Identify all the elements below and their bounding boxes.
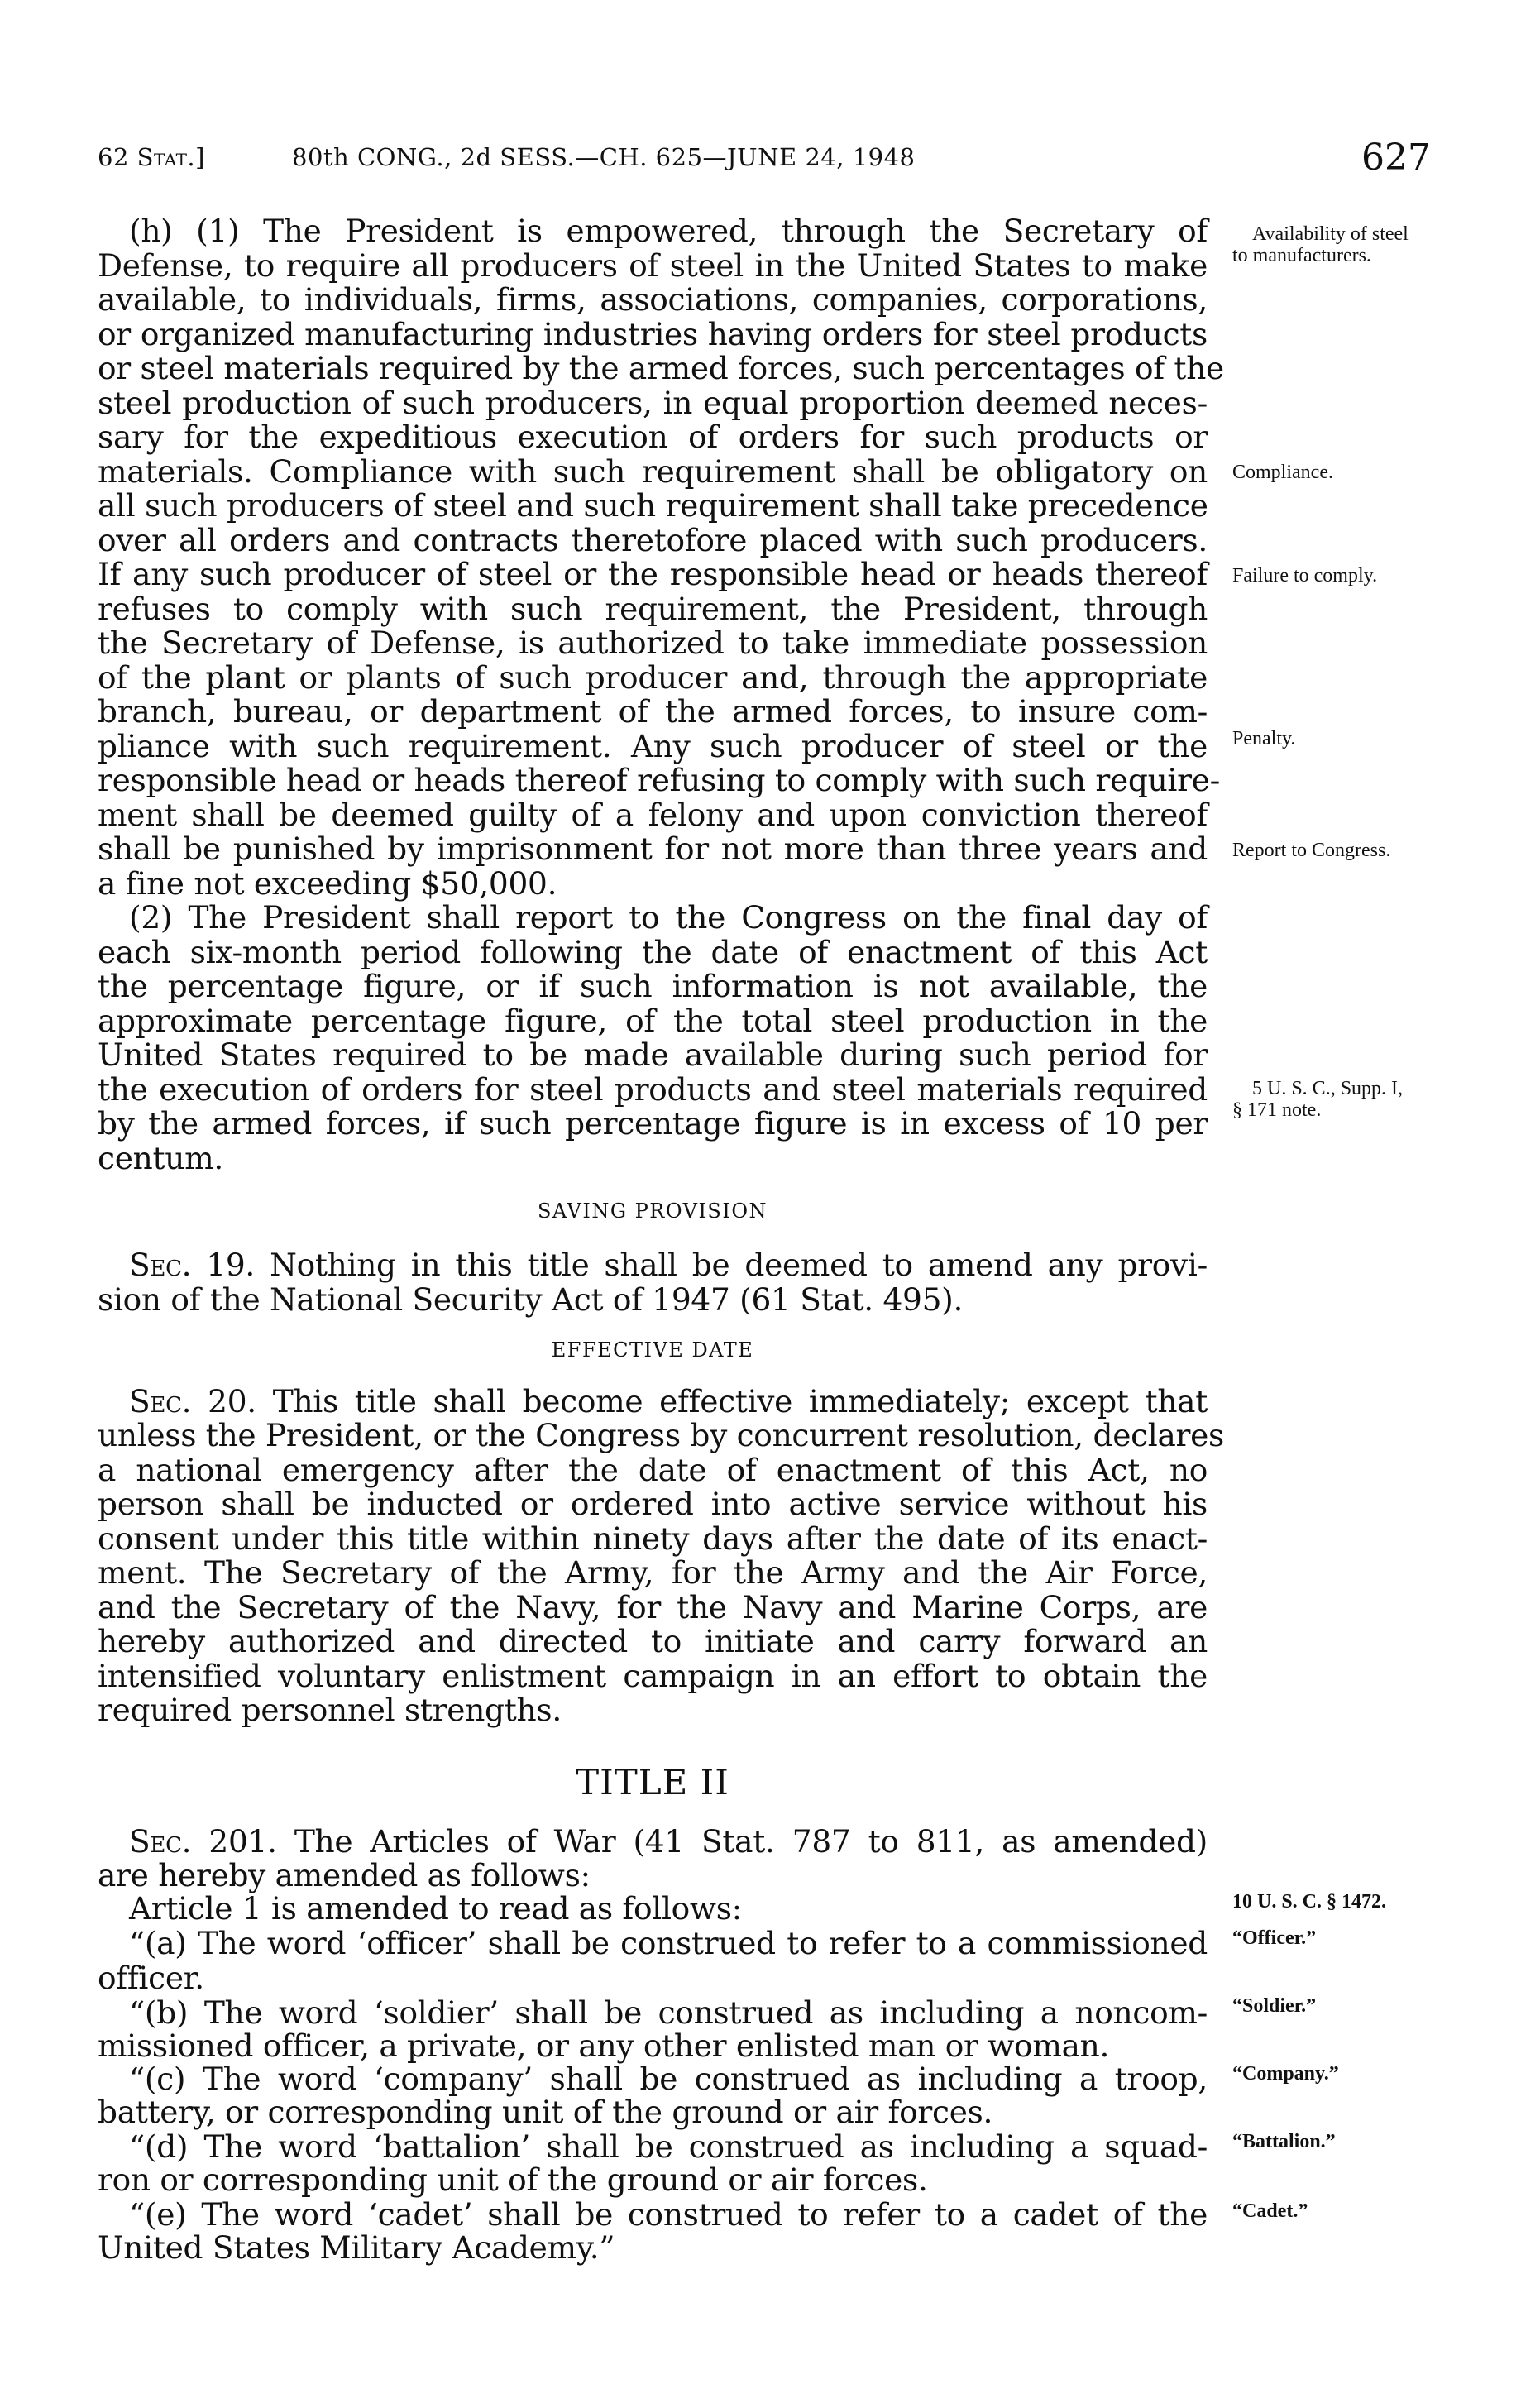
section-label: Sec. 20. [129,1383,256,1419]
running-head [98,136,1431,178]
text-line: person shall be inducted or ordered into active service without his [98,1486,1208,1522]
article-definition-d: “(d) The word ‘battalion’ shall be construed as including a squad- [129,2128,1208,2165]
heading-effective-date: EFFECTIVE DATE [551,1338,754,1362]
text-line: over all orders and contracts theretofore placed with such producers. [98,522,1208,558]
text-line: (h) (1) The President is empowered, through the Secretary of [129,213,1208,249]
section-text: This title shall become effective immediately; except that [256,1383,1208,1419]
text-line: responsible head or heads thereof refusing to comply with such require- [98,762,1221,798]
text-line: and the Secretary of the Navy, for the Navy and Marine Corps, are [98,1589,1208,1625]
text-line: or organized manufacturing industries having orders for steel products [98,316,1208,352]
text-line: the Secretary of Defense, is authorized to take immediate possession [98,625,1208,661]
text-line: intensified voluntary enlistment campaign in an effort to obtain the [98,1658,1208,1694]
text-line: all such producers of steel and such requirement shall take precedence [98,487,1208,524]
text-line: or steel materials required by the armed forces, such percentages of the [98,350,1224,386]
volume-reference: 62 Stat.] [98,143,205,171]
text-line: approximate percentage figure, of the total steel production in the [98,1003,1208,1039]
text-line: United States required to be made available during such period for [98,1036,1208,1073]
text-line: centum. [98,1140,223,1176]
text-line: branch, bureau, or department of the armed forces, to insure com- [98,693,1208,730]
text-line [129,1824,1208,1859]
text-line: battery, or corresponding unit of the ground or air forces. [98,2094,993,2130]
text-line: ron or corresponding unit of the ground or air forces. [98,2161,928,2198]
heading-title-ii: TITLE II [576,1762,729,1802]
text-line: sary for the expeditious execution of orders for such products or [98,419,1208,455]
text-line: available, to individuals, firms, associations, companies, corporations, [98,281,1208,318]
text-line: hereby authorized and directed to initiate and carry forward an [98,1623,1208,1659]
text-line [129,1384,1208,1419]
text-line: ment shall be deemed guilty of a felony and upon conviction thereof [98,797,1208,833]
article-definition-a: “(a) The word ‘officer’ shall be construed to refer to a commissioned [129,1925,1208,1961]
section-text: Nothing in this title shall be deemed to amend any provi- [255,1247,1208,1283]
text-line: the percentage figure, or if such information is not available, the [98,968,1208,1004]
text-line: unless the President, or the Congress by concurrent resolution, declares [98,1417,1225,1453]
article-definition-c: “(c) The word ‘company’ shall be construed as including a troop, [129,2061,1208,2097]
text-line: a fine not exceeding $50,000. [98,865,557,902]
text-line: Article 1 is amended to read as follows: [129,1890,742,1927]
text-line: If any such producer of steel or the responsible head or heads thereof [98,556,1208,592]
heading-saving-provision: SAVING PROVISION [537,1199,768,1223]
margin-note-penalty: Penalty. [1232,728,1296,749]
margin-note-availability [1232,223,1409,266]
margin-note-text: 5 U. S. C., Supp. I, [1252,1078,1404,1099]
section-label: Sec. 201. [129,1823,277,1860]
margin-note-company: “Company.” [1232,2063,1339,2085]
text-line: missioned officer, a private, or any other enlisted man or woman. [98,2027,1110,2064]
margin-note-report-to-congress: Report to Congress. [1232,840,1391,861]
margin-note-text: Availability of steel [1252,223,1409,245]
text-line: officer. [98,1960,204,1996]
margin-note-text: § 171 note. [1232,1099,1322,1121]
text-line: shall be punished by imprisonment for not more than three years and [98,831,1208,867]
text-line: by the armed forces, if such percentage figure is in excess of 10 per [98,1105,1208,1142]
text-line [129,1247,1208,1282]
text-line: each six-month period following the date of enactment of this Act [98,934,1208,970]
text-line: refuses to comply with such requirement, the President, through [98,591,1208,627]
text-line: sion of the National Security Act of 1947 (61 Stat. 495). [98,1281,964,1318]
margin-note-text: to manufacturers. [1232,245,1371,266]
text-line: the execution of orders for steel products and steel materials required [98,1071,1208,1108]
text-line: steel production of such producers, in equal proportion deemed neces- [98,385,1208,421]
text-line: pliance with such requirement. Any such producer of steel or the [98,728,1208,764]
text-line: United States Military Academy.” [98,2229,615,2266]
article-definition-b: “(b) The word ‘soldier’ shall be construed as including a noncom- [129,1994,1208,2031]
margin-note-usc-10: 10 U. S. C. § 1472. [1232,1891,1387,1913]
margin-note-cadet: “Cadet.” [1232,2200,1308,2222]
article-definition-e: “(e) The word ‘cadet’ shall be construed to refer to a cadet of the [129,2196,1208,2233]
margin-note-soldier: “Soldier.” [1232,1995,1317,2017]
text-line: materials. Compliance with such requirement shall be obligatory on [98,453,1208,490]
margin-note-battalion: “Battalion.” [1232,2131,1336,2152]
text-line: of the plant or plants of such producer and, through the appropriate [98,659,1208,696]
text-line: are hereby amended as follows: [98,1857,591,1893]
text-line: required personnel strengths. [98,1692,562,1728]
text-line: consent under this title within ninety days after the date of its enact- [98,1520,1208,1557]
text-line: ment. The Secretary of the Army, for the Army and the Air Force, [98,1554,1208,1591]
session-chapter-date: 80th CONG., 2d SESS.—CH. 625—JUNE 24, 1948 [292,143,916,171]
text-line: (2) The President shall report to the Congress on the final day of [129,899,1208,936]
page-number: 627 [1361,136,1431,179]
section-label: Sec. 19. [129,1247,256,1283]
margin-note-compliance: Compliance. [1232,462,1333,483]
margin-note-officer: “Officer.” [1232,1927,1317,1949]
text-line: Defense, to require all producers of steel in the United States to make [98,247,1208,284]
margin-note-failure-to-comply: Failure to comply. [1232,565,1378,586]
section-text: The Articles of War (41 Stat. 787 to 811, as amended) [276,1823,1208,1860]
margin-note-usc-5 [1232,1078,1403,1121]
text-line: a national emergency after the date of enactment of this Act, no [98,1452,1208,1488]
